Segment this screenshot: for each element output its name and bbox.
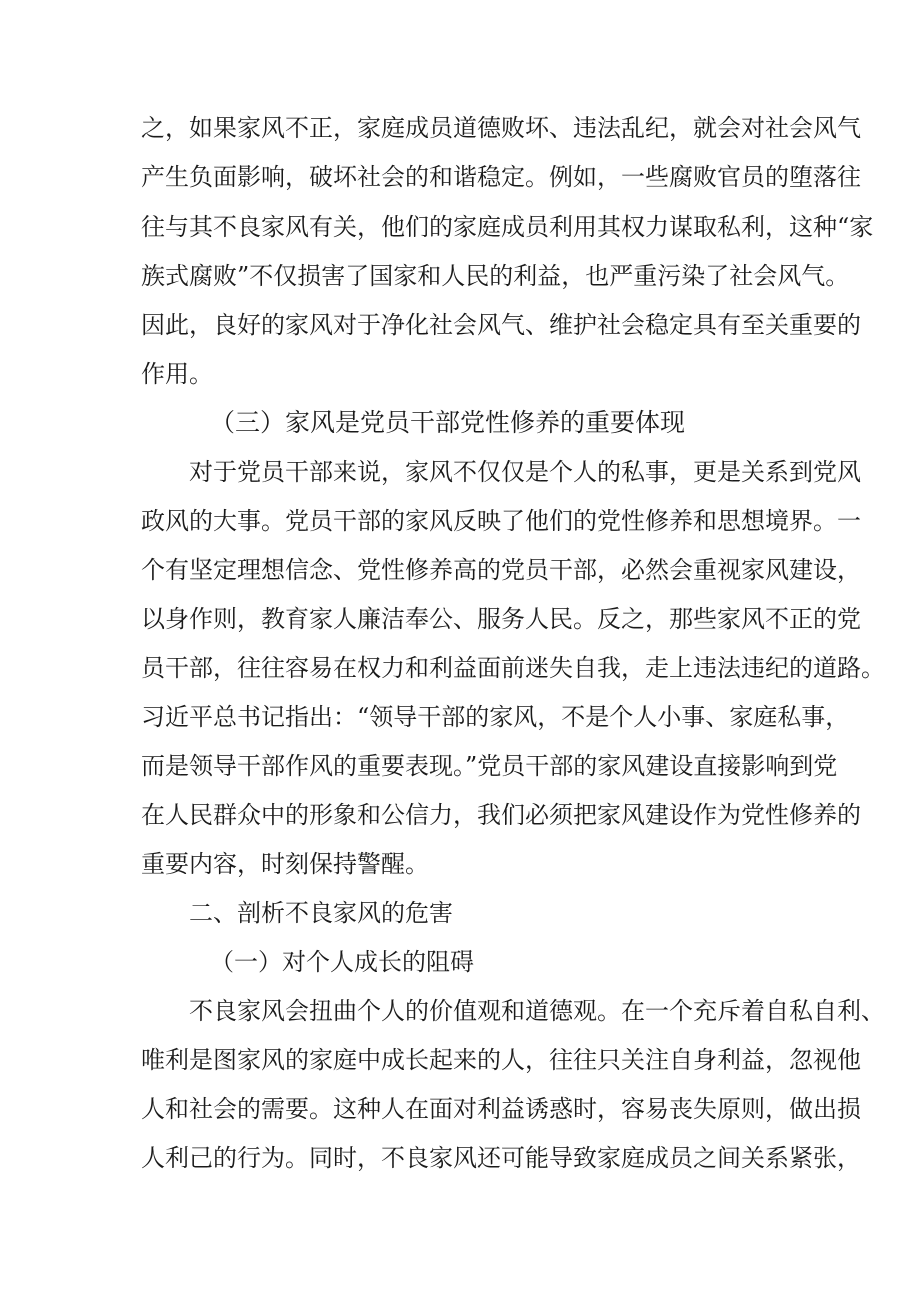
paragraph-line: 族式腐败”不仅损害了国家和人民的利益，也严重污染了社会风气。	[141, 262, 850, 290]
section-title: 二、剖析不良家风的危害	[189, 899, 453, 927]
subsection-title: （一）对个人成长的阻碍	[210, 948, 474, 976]
paragraph-line: 人利己的行为。同时，不良家风还可能导致家庭成员之间关系紧张，	[141, 1144, 861, 1172]
paragraph-line: 之，如果家风不正，家庭成员道德败坏、违法乱纪，就会对社会风气	[141, 114, 861, 142]
paragraph-line: 对于党员干部来说，家风不仅仅是个人的私事，更是关系到党风	[189, 458, 861, 486]
paragraph-line: 唯利是图家风的家庭中成长起来的人，往往只关注自身利益，忽视他	[141, 1046, 861, 1074]
paragraph-line: 以身作则，教育家人廉洁奉公、服务人民。反之，那些家风不正的党	[141, 605, 861, 633]
paragraph-line: 人和社会的需要。这种人在面对利益诱惑时，容易丧失原则，做出损	[141, 1095, 861, 1123]
paragraph-line: 往与其不良家风有关，他们的家庭成员利用其权力谋取私利，这种“家	[141, 213, 874, 241]
paragraph-line: 因此，良好的家风对于净化社会风气、维护社会稳定具有至关重要的	[141, 311, 861, 339]
paragraph-line: 政风的大事。党员干部的家风反映了他们的党性修养和思想境界。一	[141, 507, 861, 535]
paragraph-line: 重要内容，时刻保持警醒。	[141, 850, 429, 878]
paragraph-line: 员干部，往往容易在权力和利益面前迷失自我，走上违法违纪的道路。	[141, 654, 885, 682]
paragraph-line: 习近平总书记指出：“领导干部的家风，不是个人小事、家庭私事，	[141, 703, 850, 731]
paragraph-line: 产生负面影响，破坏社会的和谐稳定。例如，一些腐败官员的堕落往	[141, 163, 861, 191]
paragraph-line: 在人民群众中的形象和公信力，我们必须把家风建设作为党性修养的	[141, 801, 861, 829]
paragraph-line: 不良家风会扭曲个人的价值观和道德观。在一个充斥着自私自利、	[189, 997, 885, 1025]
section-heading: （三）家风是党员干部党性修养的重要体现	[210, 408, 686, 437]
paragraph-line: 而是领导干部作风的重要表现。”党员干部的家风建设直接影响到党	[141, 752, 838, 780]
paragraph-line: 个有坚定理想信念、党性修养高的党员干部，必然会重视家风建设，	[141, 556, 861, 584]
paragraph-line: 作用。	[141, 360, 213, 388]
